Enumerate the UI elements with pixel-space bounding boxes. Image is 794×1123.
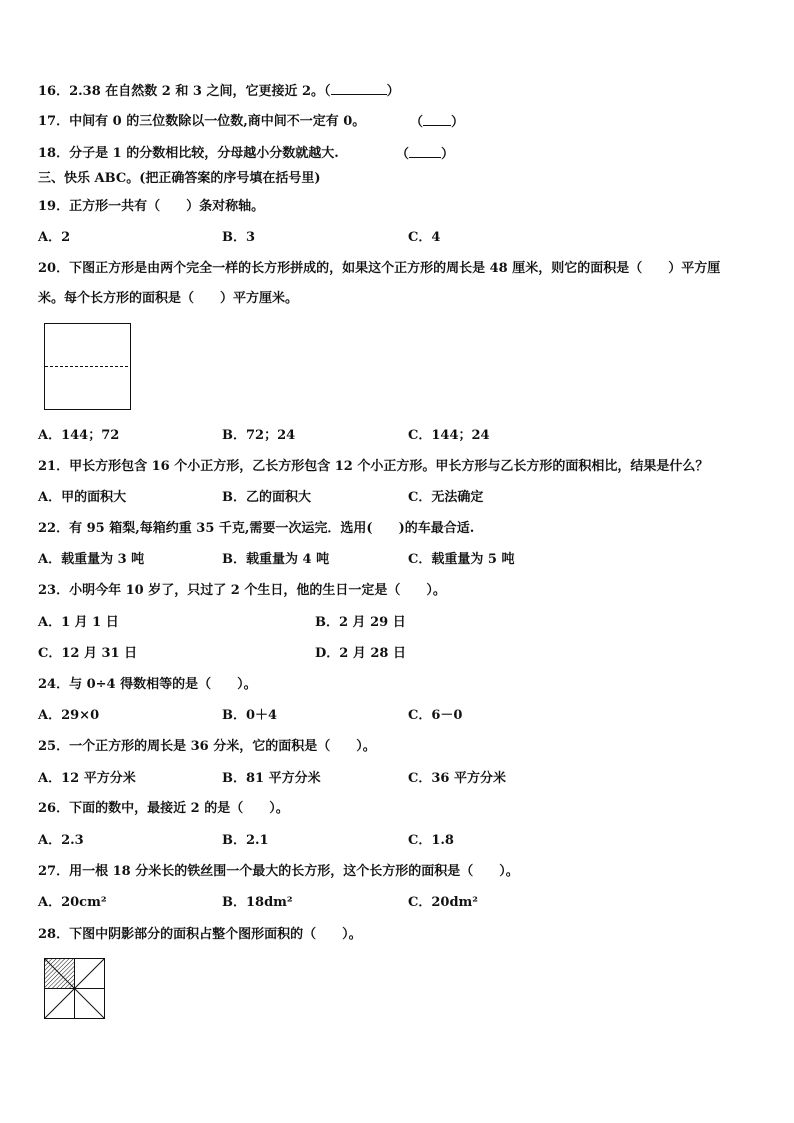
option-c[interactable]: C．20dm² bbox=[408, 895, 478, 910]
option-c[interactable]: C．144；24 bbox=[408, 428, 490, 443]
question-text: 有 95 箱梨,每箱约重 35 千克,需要一次运完．选用( )的车最合适. bbox=[69, 521, 475, 536]
question-17 bbox=[38, 113, 365, 131]
option-c[interactable]: C．4 bbox=[408, 230, 441, 245]
question-text: 一个正方形的周长是 36 分米，它的面积是（ ）。 bbox=[69, 739, 376, 754]
question-26 bbox=[38, 800, 289, 818]
question-text: 中间有 0 的三位数除以一位数,商中间不一定有 0。 bbox=[69, 114, 366, 129]
question-number: 23． bbox=[38, 583, 70, 598]
question-text: 与 0÷4 得数相等的是（ ）。 bbox=[69, 677, 257, 692]
option-b[interactable]: B．18dm² bbox=[222, 895, 293, 910]
question-number: 27． bbox=[38, 864, 70, 879]
question-20-line2: 米。每个长方形的面积是（ ）平方厘米。 bbox=[38, 291, 299, 306]
option-b[interactable]: B．乙的面积大 bbox=[222, 490, 311, 505]
question-number: 26． bbox=[38, 801, 70, 816]
question-number: 17． bbox=[38, 114, 70, 129]
answer-bracket-18[interactable]: （ ） bbox=[396, 147, 455, 162]
option-a[interactable]: A．甲的面积大 bbox=[38, 490, 127, 505]
question-number: 28． bbox=[38, 927, 70, 942]
question-number: 22． bbox=[38, 521, 70, 536]
question-text: 正方形一共有（ ）条对称轴。 bbox=[69, 199, 265, 214]
square-figure bbox=[44, 323, 132, 411]
option-c[interactable]: C．1.8 bbox=[408, 833, 454, 848]
question-16: 16．2.38 在自然数 2 和 3 之间，它更接近 2。（ ） bbox=[38, 84, 400, 99]
option-b[interactable]: B．81 平方分米 bbox=[222, 771, 321, 786]
question-20 bbox=[38, 260, 720, 278]
option-b[interactable]: B．2.1 bbox=[222, 833, 269, 848]
option-a[interactable]: A．2.3 bbox=[38, 833, 84, 848]
question-text: 下图中阴影部分的面积占整个图形面积的（ ）。 bbox=[69, 927, 362, 942]
question-24 bbox=[38, 676, 257, 694]
option-a[interactable]: A．29×0 bbox=[38, 708, 100, 723]
question-number: 25． bbox=[38, 739, 70, 754]
question-number: 16． bbox=[38, 84, 70, 99]
shaded-square-figure bbox=[44, 958, 106, 1020]
question-number: 20． bbox=[38, 261, 70, 276]
option-c[interactable]: C．12 月 31 日 bbox=[38, 646, 138, 661]
question-number: 19． bbox=[38, 199, 70, 214]
answer-bracket-17[interactable]: （ ） bbox=[410, 115, 465, 130]
diagonal-br bbox=[75, 989, 105, 1019]
diagonal-tr bbox=[75, 959, 105, 989]
question-text: 2.38 在自然数 2 和 3 之间，它更接近 2。（ bbox=[69, 84, 331, 99]
option-a[interactable]: A．1 月 1 日 bbox=[38, 615, 119, 630]
option-c[interactable]: C．载重量为 5 吨 bbox=[408, 552, 515, 567]
option-a[interactable]: A．2 bbox=[38, 230, 71, 245]
question-text: 下图正方形是由两个完全一样的长方形拼成的，如果这个正方形的周长是 48 厘米，则它的面积是（ ）平方厘 bbox=[69, 261, 721, 276]
answer-blank[interactable] bbox=[409, 145, 441, 158]
question-text: 用一根 18 分米长的铁丝围一个最大的长方形，这个长方形的面积是（ ）。 bbox=[69, 864, 519, 879]
option-a[interactable]: A．20cm² bbox=[38, 895, 107, 910]
question-23 bbox=[38, 582, 446, 600]
question-text: 下面的数中，最接近 2 的是（ ）。 bbox=[69, 801, 289, 816]
question-27 bbox=[38, 863, 519, 881]
question-number: 21． bbox=[38, 459, 70, 474]
option-a[interactable]: A．12 平方分米 bbox=[38, 771, 136, 786]
answer-blank[interactable] bbox=[423, 113, 451, 126]
option-d[interactable]: D．2 月 28 日 bbox=[315, 646, 406, 661]
question-28 bbox=[38, 926, 362, 944]
section-heading: 三、快乐 ABC。(把正确答案的序号填在括号里) bbox=[38, 171, 321, 186]
question-text: 甲长方形包含 16 个小正方形，乙长方形包含 12 个小正方形。甲长方形与乙长方形的面积相比，结果是什么？ bbox=[69, 459, 709, 474]
question-number: 18． bbox=[38, 146, 70, 161]
option-c[interactable]: C．无法确定 bbox=[408, 490, 484, 505]
question-number: 24． bbox=[38, 677, 70, 692]
option-a[interactable]: A．载重量为 3 吨 bbox=[38, 552, 145, 567]
question-18 bbox=[38, 145, 339, 163]
option-b[interactable]: B．2 月 29 日 bbox=[315, 615, 406, 630]
question-text: 分子是 1 的分数相比较，分母越小分数就越大. bbox=[69, 146, 339, 161]
question-21 bbox=[38, 458, 708, 476]
question-text: 小明今年 10 岁了，只过了 2 个生日，他的生日一定是（ ）。 bbox=[69, 583, 446, 598]
question-22 bbox=[38, 520, 474, 538]
option-a[interactable]: A．144；72 bbox=[38, 428, 120, 443]
answer-blank[interactable] bbox=[331, 82, 387, 95]
option-b[interactable]: B．载重量为 4 吨 bbox=[222, 552, 330, 567]
option-c[interactable]: C．6－0 bbox=[408, 708, 463, 723]
option-b[interactable]: B．72；24 bbox=[222, 428, 296, 443]
option-b[interactable]: B．3 bbox=[222, 230, 256, 245]
option-b[interactable]: B．0＋4 bbox=[222, 708, 278, 723]
option-c[interactable]: C．36 平方分米 bbox=[408, 771, 506, 786]
question-19 bbox=[38, 198, 264, 216]
diagonal-bl bbox=[45, 989, 75, 1019]
question-25 bbox=[38, 738, 376, 756]
